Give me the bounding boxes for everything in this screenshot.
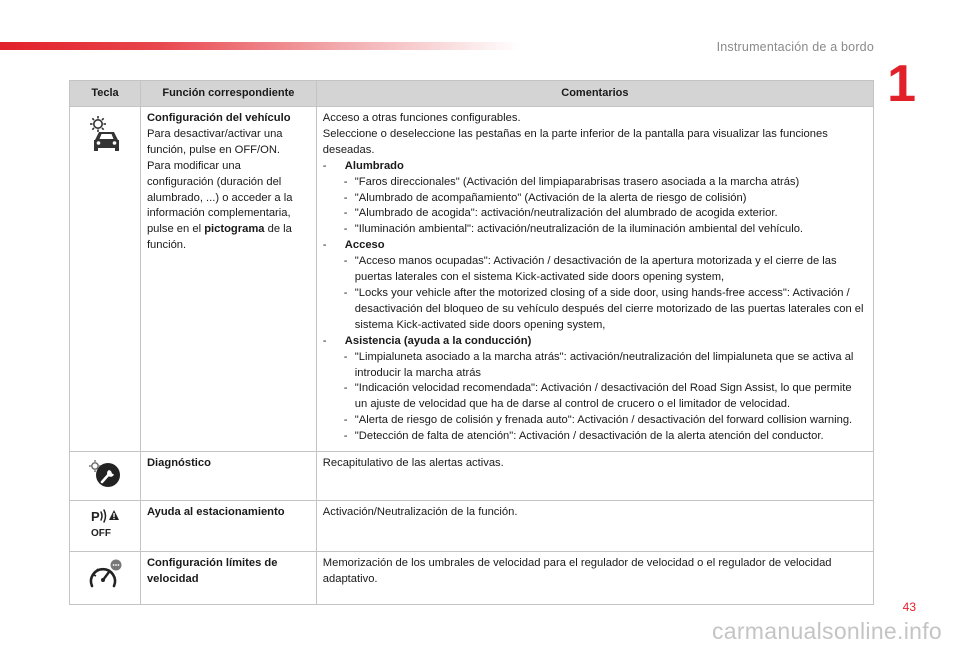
key-cell [70, 107, 141, 452]
comment-text: Recapitulativo de las alertas activas. [322, 457, 504, 470]
header-accent-bar [0, 42, 520, 50]
parking-assist-off-icon [86, 507, 124, 539]
function-cell [140, 551, 316, 604]
list-item: - "Alumbrado de acompañamiento" (Activación de la alerta de riesgo de colisión) [343, 191, 747, 204]
comment-text: Seleccione o deseleccione las pestañas en la parte inferior de la pantalla para visualizar las funciones deseadas. [322, 127, 828, 156]
list-item: - "Alumbrado de acogida": activación/neutralización del alumbrado de acogida exterior. [343, 207, 778, 220]
table-header-row [70, 81, 874, 107]
key-cell [70, 551, 141, 604]
chapter-number: 1 [887, 55, 916, 113]
list-item: - "Acceso manos ocupadas": Activación / desactivación de la apertura motorizada y el cierre de las puertas laterales con el sistema Kick-activated side doors opening system, [343, 255, 837, 284]
function-title: Configuración límites de velocidad [146, 556, 278, 585]
key-cell [70, 500, 141, 551]
speed-limit-settings-icon [86, 558, 124, 592]
table-row [70, 107, 874, 452]
list-item: - "Alerta de riesgo de colisión y frenada auto": Activación / desactivación del forward collision warning. [343, 414, 853, 427]
function-cell [140, 452, 316, 501]
function-cell [140, 107, 316, 452]
comments-cell [316, 107, 873, 452]
list-item: - "Limpialuneta asociado a la marcha atrás": activación/neutralización del limpialuneta que se activa al introducir la marcha atrás [343, 350, 854, 379]
function-title: Configuración del vehículo [146, 112, 291, 124]
list-item: - "Indicación velocidad recomendada": Activación / desactivación del Road Sign Assist, lo que permite un ajuste de velocidad que ha de darse al control de crucero o el limitador de velocidad. [343, 382, 852, 411]
diagnostics-icon [86, 458, 124, 488]
page-number: 43 [902, 600, 916, 614]
function-title: Ayuda al estacionamiento [146, 505, 285, 518]
header-tecla: Tecla [70, 81, 141, 107]
function-text: Para desactivar/activar una función, pulse en OFF/ON. [146, 127, 283, 156]
svg-text:P: P [90, 508, 100, 524]
list-item: - "Detección de falta de atención": Activación / desactivación de la alerta atención del conductor. [343, 430, 824, 443]
section-item-alumbrado: - Alumbrado [322, 159, 404, 172]
section-item-acceso: - Acceso [322, 239, 385, 252]
list-item: - "Iluminación ambiental": activación/neutralización de la iluminación ambiental del vehículo. [343, 223, 804, 236]
table-row [70, 551, 874, 604]
functions-table [69, 80, 874, 605]
table-row [70, 500, 874, 551]
header-comentarios: Comentarios [316, 81, 873, 107]
function-cell [140, 500, 316, 551]
function-title: Diagnóstico [146, 457, 211, 470]
comment-text: Activación/Neutralización de la función. [322, 505, 518, 518]
comment-text: Acceso a otras funciones configurables. [322, 112, 521, 124]
header-funcion: Función correspondiente [140, 81, 316, 107]
comments-cell [316, 452, 873, 501]
section-title: Instrumentación de a bordo [716, 40, 874, 54]
vehicle-settings-icon [85, 113, 125, 153]
comments-cell [316, 500, 873, 551]
function-text: Para modificar una configuración (duración del alumbrado, ...) o acceder a la información complementaria, pulse en el pictograma de la función. [146, 159, 293, 252]
list-item: - "Locks your vehicle after the motorized closing of a side door, using hands-free access": Activación / desactivación del bloqueo de su vehículo después del cierre motorizado de las puertas laterales con el sistema Kick-activated side doors opening system, [343, 286, 864, 331]
comments-cell [316, 551, 873, 604]
watermark: carmanualsonline.info [711, 618, 942, 644]
list-item: - "Faros direccionales" (Activación del limpiaparabrisas trasero asociada a la marcha atrás) [343, 175, 800, 188]
section-item-asistencia: - Asistencia (ayuda a la conducción) [322, 334, 532, 347]
key-cell [70, 452, 141, 501]
comment-text: Memorización de los umbrales de velocidad para el regulador de velocidad o el regulador de velocidad adaptativo. [322, 556, 832, 585]
parking-icon-off-label: OFF [90, 527, 111, 539]
table-row [70, 452, 874, 501]
